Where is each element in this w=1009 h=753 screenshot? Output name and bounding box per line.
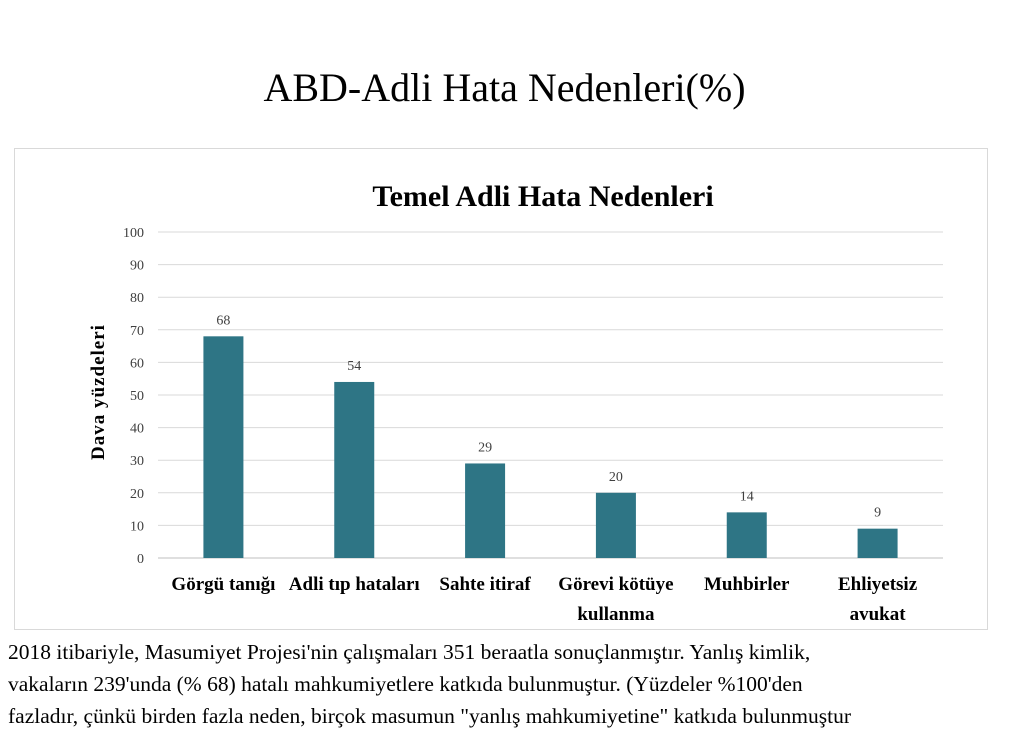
bar	[858, 529, 898, 558]
x-tick-label: avukat	[849, 604, 906, 625]
bar	[465, 463, 505, 558]
x-tick-label: Görevi kötüye	[558, 574, 674, 595]
x-tick-label: Muhbirler	[704, 574, 790, 595]
bar	[727, 512, 767, 558]
y-tick-label: 0	[137, 552, 144, 567]
gridlines	[158, 232, 943, 558]
bars	[203, 336, 897, 558]
caption-line: fazladır, çünkü birden fazla neden, birçok masumun "yanlış mahkumiyetine" katkıda bulunmuştur	[8, 704, 852, 728]
y-tick-label: 80	[130, 291, 144, 307]
bar	[203, 336, 243, 558]
y-tick-label: 70	[130, 323, 144, 339]
x-tick-label: Adli tıp hataları	[288, 574, 420, 595]
bar-chart	[15, 149, 987, 629]
y-tick-label: 30	[130, 454, 144, 470]
y-axis-label: Dava yüzdeleri	[88, 324, 109, 460]
y-tick-label: 50	[130, 389, 144, 404]
x-axis-ticks	[171, 574, 917, 625]
caption-line: vakaların 239'unda (% 68) hatalı mahkumiyetlere katkıda bulunmuştur. (Yüzdeler %100'den	[8, 672, 803, 696]
caption	[8, 636, 1008, 732]
x-tick-label: Görgü tanığı	[171, 574, 276, 595]
data-label: 9	[874, 505, 882, 521]
data-label: 14	[739, 489, 754, 505]
y-tick-label: 10	[130, 519, 144, 535]
data-label: 54	[347, 358, 362, 374]
y-tick-label: 60	[130, 356, 144, 372]
x-tick-label: kullanma	[577, 604, 655, 625]
data-label: 29	[478, 440, 493, 456]
bar	[334, 382, 374, 558]
chart-container	[14, 148, 988, 630]
y-tick-label: 40	[130, 421, 144, 437]
chart-title: Temel Adli Hata Nedenleri	[372, 180, 714, 213]
bar	[596, 493, 636, 558]
x-tick-label: Sahte itiraf	[439, 574, 531, 595]
y-tick-label: 20	[130, 486, 144, 502]
y-axis-ticks	[123, 226, 144, 567]
data-label: 68	[216, 313, 231, 329]
caption-line: 2018 itibariyle, Masumiyet Projesi'nin çalışmaları 351 beraatla sonuçlanmıştır. Yanlış kimlik,	[8, 640, 811, 664]
y-tick-label: 100	[123, 226, 144, 241]
data-labels	[216, 313, 881, 520]
data-label: 20	[608, 469, 623, 485]
slide-title: ABD-Adli Hata Nedenleri(%)	[263, 65, 746, 110]
x-tick-label: Ehliyetsiz	[837, 574, 918, 595]
y-tick-label: 90	[130, 258, 144, 274]
